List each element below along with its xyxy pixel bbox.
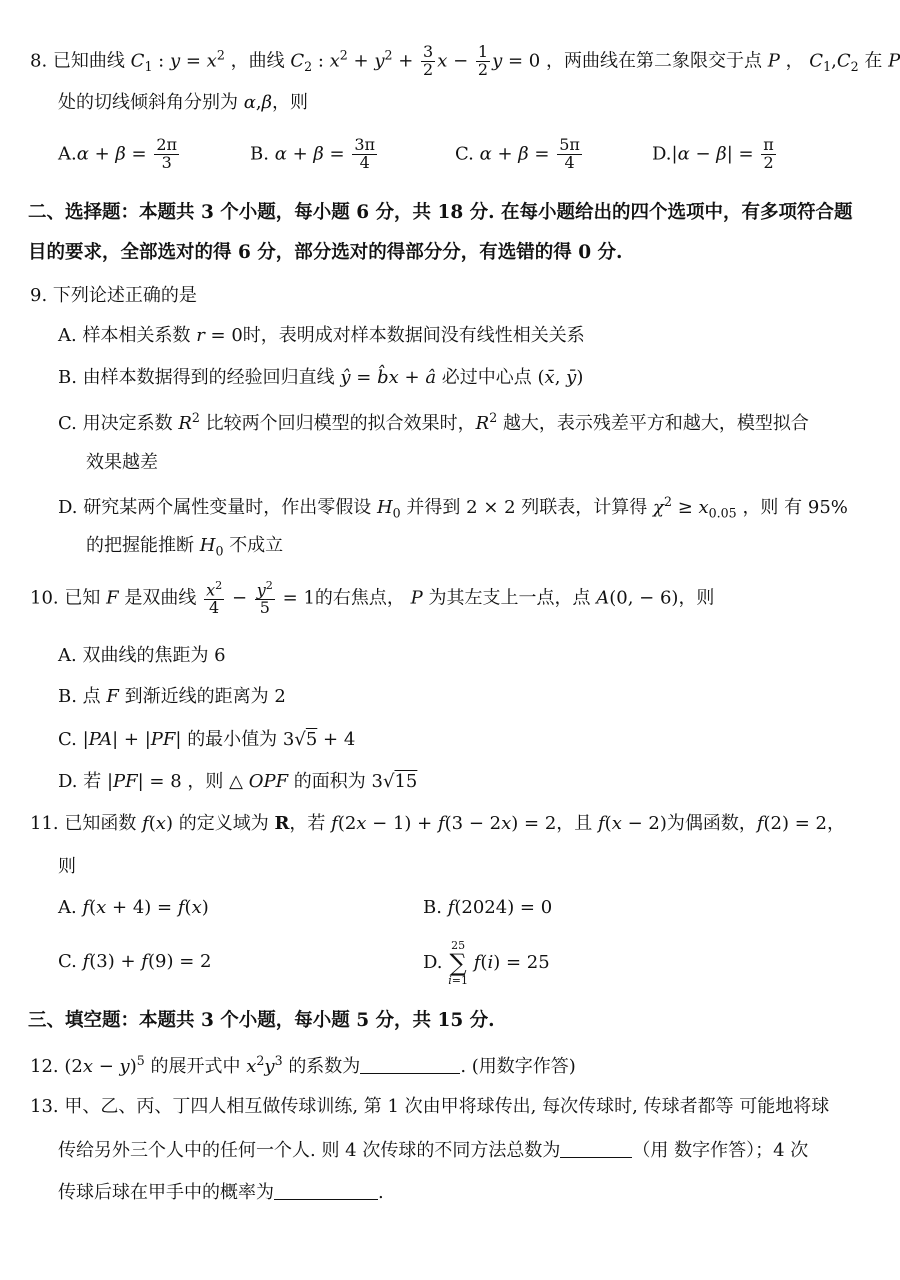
q8-line2: 处的切线倾斜角分别为 α,β，则: [58, 92, 309, 113]
answer-blank[interactable]: [560, 1139, 632, 1158]
section-3-heading: 三、填空题：本题共 3 个小题，每小题 5 分，共 15 分.: [28, 1010, 495, 1031]
q9-option-d-line2: 的把握能推断 $H_0$ 不成立: [86, 535, 284, 559]
fraction: $\frac{2\pi}{3}$: [156, 135, 178, 172]
section-2-heading: 二、选择题：本题共 3 个小题，每小题 6 分，共 18 分. 在每小题给出的四个选项中，有多项符合题: [28, 202, 853, 223]
fraction: $\frac{3}{2}$: [423, 42, 434, 79]
q9-stem: 9. 下列论述正确的是: [30, 285, 197, 306]
q8-option-a: A.α + β = $\frac{2\pi}{3}$: [58, 135, 178, 172]
q11-stem: 11. 已知函数 f(x) 的定义域为 R，若 f(2x − 1) + f(3 − 2x) = 2，且 f(x − 2)为偶函数，f(2) = 2，: [30, 813, 846, 834]
fraction: $\frac{\pi}{2}$: [763, 135, 774, 172]
q9-option-b: B. 由样本数据得到的经验回归直线 ŷ = b̂x + â 必过中心点 (x̄, ȳ): [58, 367, 584, 388]
section-2-heading-line2: 目的要求，全部选对的得 6 分，部分选对的得部分分，有选错的得 0 分.: [28, 242, 623, 263]
q9-option-d: D. 研究某两个属性变量时，作出零假设 $H_0$ 并得到 2 × 2 列联表，计算得 $\chi^2 \ge x_{0.05}$ ，则 有 95%: [58, 494, 848, 521]
q11-option-c: C. f(3) + f(9) = 2: [58, 951, 212, 972]
q11-line2: 则: [58, 856, 76, 877]
q12-stem: 12. $(2x - y)^5$ 的展开式中 $x^2y^3$ 的系数为 . (用数字作答): [30, 1053, 576, 1077]
fraction: $\frac{y^2}{5}$: [256, 579, 273, 618]
q10-option-d: D. 若 |PF| = 8 ，则 △ OPF 的面积为 3√15: [58, 771, 418, 792]
q10-stem: 10. 已知 F 是双曲线 $\frac{x^2}{4}$ − $\frac{y^2}{5}$ = 1的右焦点， P 为其左支上一点，点 A(0, − 6)，则: [30, 579, 715, 618]
q11-option-b: B. f(2024) = 0: [423, 897, 553, 918]
answer-blank[interactable]: [360, 1055, 460, 1074]
q8-option-b: B. α + β = $\frac{3\pi}{4}$: [250, 135, 376, 172]
fraction: $\frac{3\pi}{4}$: [354, 135, 376, 172]
summation-symbol: 25 ∑ i=1: [448, 939, 468, 987]
q13-line1: 13. 甲、乙、丙、丁四人相互做传球训练, 第 1 次由甲将球传出, 每次传球时, 传球者都等 可能地将球: [30, 1096, 830, 1117]
q8-option-d: D.|α − β| = $\frac{\pi}{2}$: [652, 135, 774, 172]
answer-blank[interactable]: [274, 1181, 378, 1200]
q10-option-a: A. 双曲线的焦距为 6: [58, 645, 226, 666]
q10-option-b: B. 点 F 到渐近线的距离为 2: [58, 686, 286, 707]
fraction: $\frac{x^2}{4}$: [206, 579, 223, 618]
q13-line2: 传给另外三个人中的任何一个人. 则 4 次传球的不同方法总数为 （用 数字作答）；4 次: [58, 1140, 809, 1161]
q13-line3: 传球后球在甲手中的概率为 .: [58, 1182, 384, 1203]
q11-option-d: D. 25 ∑ i=1 f(i) = 25: [423, 939, 550, 987]
fraction: $\frac{5\pi}{4}$: [559, 135, 580, 172]
q8-stem: 8. 已知曲线 $C_1$ : $y = x^2$ ，曲线 $C_2$ : $x^2 + y^2$ + $\frac{3}{2}$ x − $\frac{1}{2}$ y = 0 ，两曲线在第二象限交于点 P ， $C_1,C_2$ 在 P: [30, 42, 900, 79]
q11-option-a: A. f(x + 4) = f(x): [58, 897, 209, 918]
q8-option-c: C. α + β = $\frac{5\pi}{4}$: [455, 135, 580, 172]
q9-option-c: C. 用决定系数 $R^2$ 比较两个回归模型的拟合效果时，$R^2$ 越大，表示残差平方和越大，模型拟合: [58, 410, 809, 434]
q10-option-c: C. |PA| + |PF| 的最小值为 3√5 + 4: [58, 729, 356, 750]
fraction: $\frac{1}{2}$: [477, 42, 489, 79]
q9-option-a: A. 样本相关系数 r = 0时，表明成对样本数据间没有线性相关关系: [58, 325, 585, 346]
q9-option-c-line2: 效果越差: [86, 452, 158, 473]
